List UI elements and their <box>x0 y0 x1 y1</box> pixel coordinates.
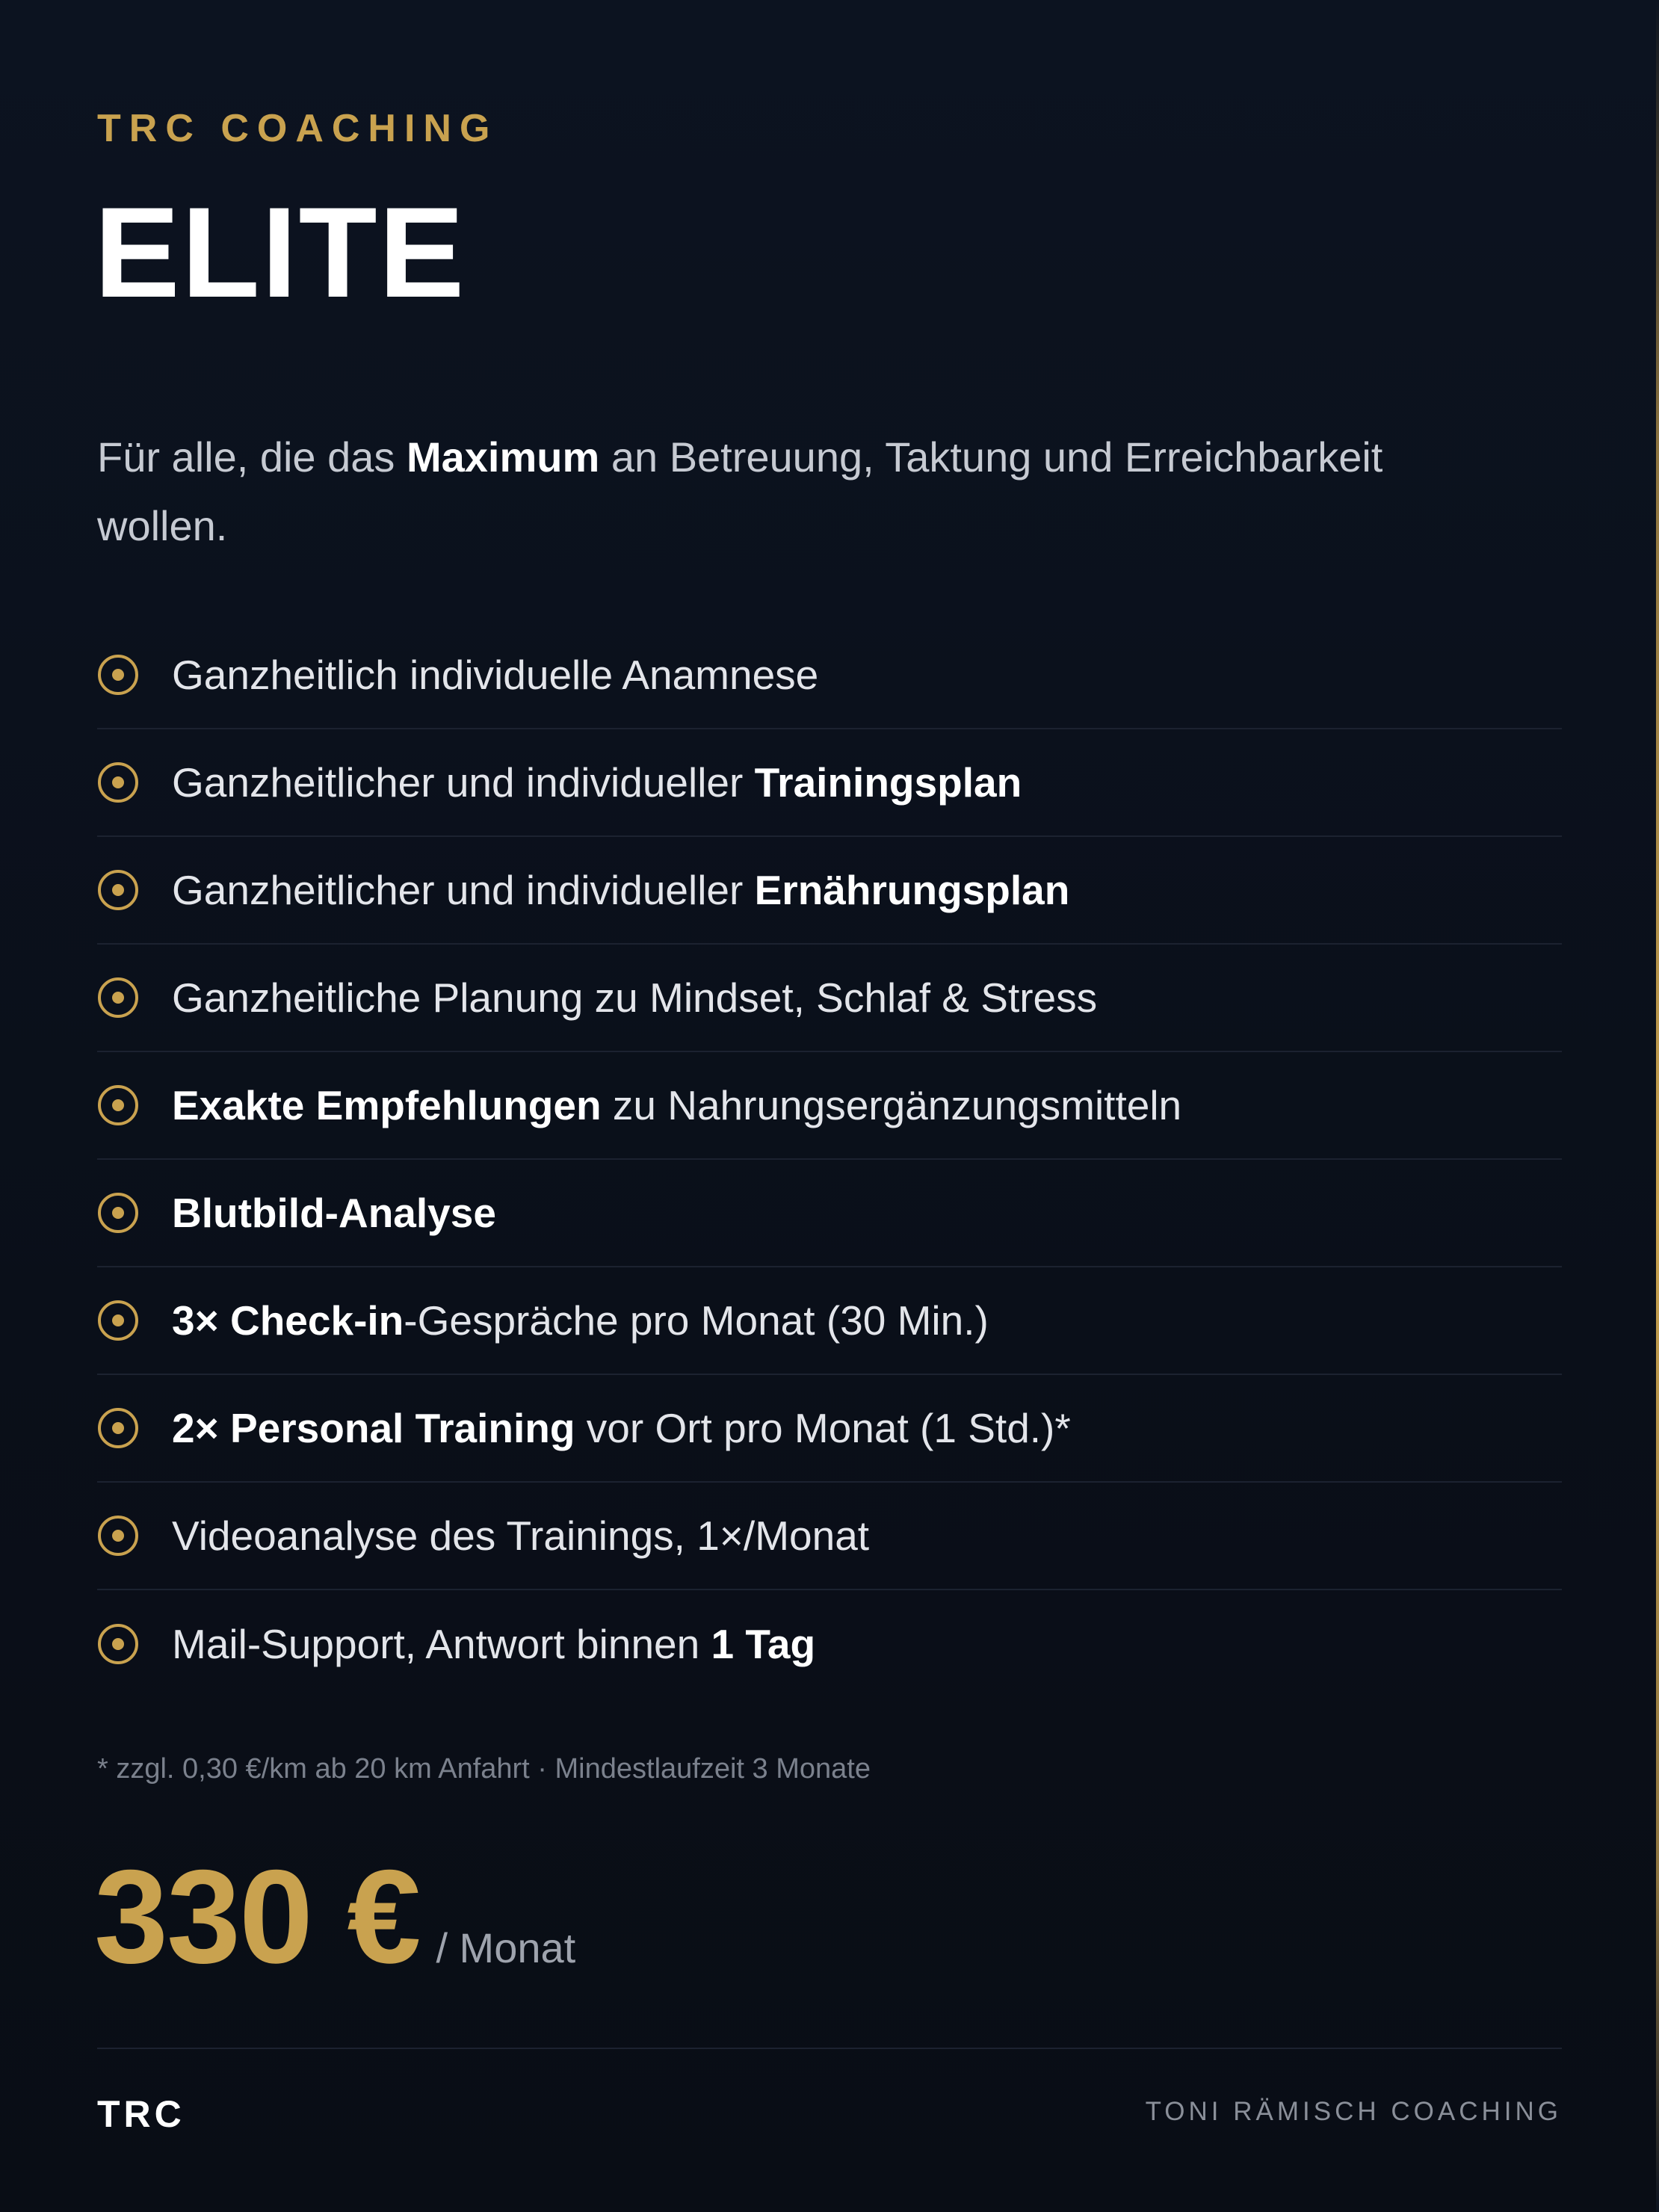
feature-item <box>97 945 1562 1052</box>
feature-text <box>172 1512 869 1560</box>
price-unit: / Monat <box>436 1924 576 1971</box>
feature-text <box>172 1081 1181 1129</box>
feature-segment: Mail-Support, Antwort binnen <box>172 1621 711 1667</box>
intro-text-end: an Betreuung, Taktung und Erreichbarkeit wollen. <box>97 433 1383 549</box>
intro-emphasis: Maximum <box>406 433 600 481</box>
feature-text <box>172 651 818 699</box>
feature-item <box>97 1590 1562 1698</box>
feature-item <box>97 1483 1562 1590</box>
feature-segment: Ganzheitlich individuelle Anamnese <box>172 652 819 698</box>
feature-segment: -Gespräche pro Monat (30 Min.) <box>404 1297 989 1344</box>
radio-dot-icon <box>97 869 139 911</box>
feature-segment: Ganzheitlicher und individueller <box>172 759 755 806</box>
feature-text <box>172 974 1097 1022</box>
radio-dot-icon <box>97 761 139 803</box>
feature-item <box>97 1160 1562 1267</box>
plan-title: ELITE <box>94 181 466 324</box>
price-block <box>94 1842 576 1991</box>
feature-text <box>172 1189 496 1237</box>
feature-item <box>97 837 1562 945</box>
feature-emphasis: 3× Check-in <box>172 1297 404 1344</box>
radio-dot-icon <box>97 1623 139 1665</box>
feature-list <box>97 622 1562 1698</box>
feature-segment: Ganzheitlicher und individueller <box>172 867 755 913</box>
radio-dot-icon <box>97 1192 139 1234</box>
footer-divider <box>97 2048 1562 2049</box>
feature-item <box>97 1267 1562 1375</box>
feature-segment: Videoanalyse des Trainings, 1×/Monat <box>172 1513 870 1559</box>
price-amount: 330 € <box>94 1842 420 1991</box>
feature-text <box>172 1620 815 1668</box>
feature-text <box>172 1297 989 1344</box>
feature-segment: Ganzheitliche Planung zu Mindset, Schlaf & Stress <box>172 974 1098 1021</box>
feature-emphasis: 1 Tag <box>711 1621 816 1667</box>
radio-dot-icon <box>97 1515 139 1557</box>
radio-dot-icon <box>97 1084 139 1126</box>
radio-dot-icon <box>97 1407 139 1449</box>
feature-segment: vor Ort pro Monat (1 Std.)* <box>575 1405 1071 1451</box>
brand-label: TRC COACHING <box>97 107 498 150</box>
footnote: * zzgl. 0,30 €/km ab 20 km Anfahrt · Mindestlaufzeit 3 Monate <box>97 1753 871 1785</box>
intro-text: Für alle, die das <box>97 433 407 481</box>
feature-emphasis: Exakte Empfehlungen <box>172 1082 602 1128</box>
feature-segment: zu Nahrungsergänzungsmitteln <box>601 1082 1182 1128</box>
feature-text <box>172 1404 1071 1452</box>
feature-item <box>97 622 1562 729</box>
radio-dot-icon <box>97 1300 139 1341</box>
feature-item <box>97 729 1562 837</box>
feature-emphasis: 2× Personal Training <box>172 1405 575 1451</box>
radio-dot-icon <box>97 654 139 696</box>
feature-item <box>97 1375 1562 1483</box>
feature-text <box>172 866 1069 914</box>
plan-description <box>97 423 1517 560</box>
feature-emphasis: Trainingsplan <box>754 759 1022 806</box>
feature-item <box>97 1052 1562 1160</box>
feature-emphasis: Ernährungsplan <box>754 867 1070 913</box>
radio-dot-icon <box>97 977 139 1019</box>
feature-text <box>172 759 1022 806</box>
footer-logo: TRC <box>97 2093 185 2135</box>
gold-edge-accent <box>1656 0 1659 2212</box>
footer-tagline: TONI RÄMISCH COACHING <box>1145 2097 1562 2126</box>
feature-emphasis: Blutbild-Analyse <box>172 1190 496 1236</box>
